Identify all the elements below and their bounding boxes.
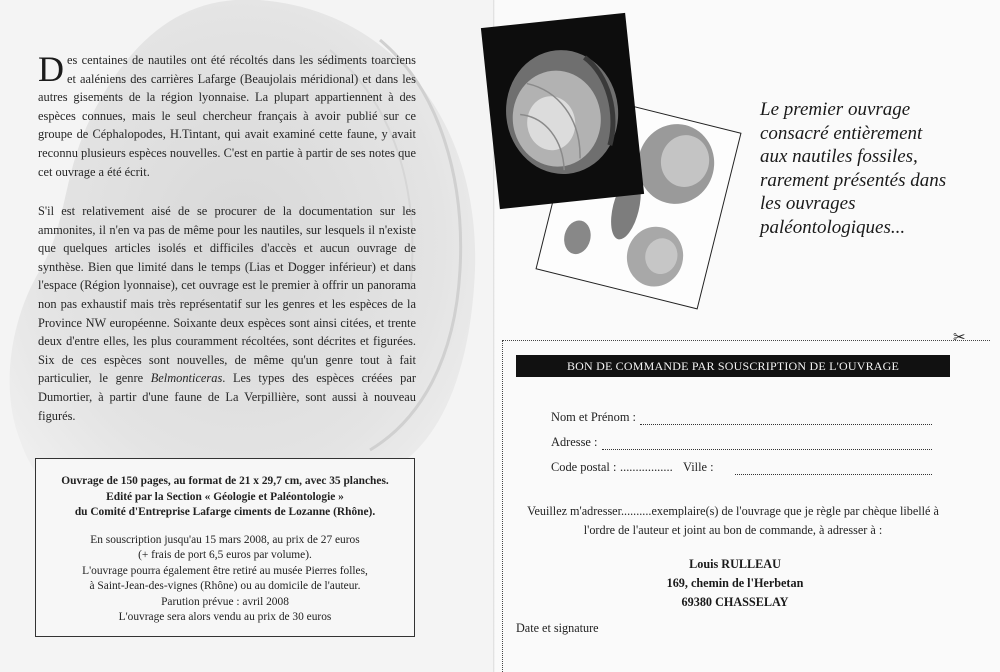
author-address [560, 555, 910, 612]
city-field[interactable] [735, 473, 932, 475]
info-line: à Saint-Jean-des-vignes (Rhône) ou au domicile de l'auteur. [89, 580, 361, 592]
description-text-after: . Les types des espèces créées par Dumortier, à partir d'une faune de La Verpillière, sont aussi à nouveau figurés. [38, 371, 416, 423]
postal-code-label: Code postal : [551, 460, 617, 474]
intro-paragraph-text: es centaines de nautiles ont été récoltés dans les sédiments toarciens et aaléniens des carrières Lafarge (Beaujolais méridional) et dans les autres gisements de la région lyonnaise. La plupart appartiennent à des espèces connues, mais le seul chercheur français à avoir publié sur ce groupe de Céphalopodes, H.Tintant, qui avait examiné cette faune, y avait reconnu plusieurs espèces nouvelles. C'est en partie à partir de ses notes que cet ouvrage a été écrit. [38, 53, 416, 179]
info-line: L'ouvrage sera alors vendu au prix de 30 euros [118, 611, 332, 623]
order-instructions [516, 502, 950, 540]
order-instructions-line: Veuillez m'adresser..........exemplaire(s) de l'ouvrage que je règle par chèque libellé à [527, 504, 939, 518]
cut-line-top [502, 340, 990, 341]
scissors-icon: ✂ [953, 328, 966, 346]
description-paragraph [38, 202, 416, 425]
signature-label[interactable]: Date et signature [516, 621, 599, 635]
tagline-line: aux nautiles fossiles, [760, 146, 918, 167]
description-text-before: S'il est relativement aisé de se procurer de la documentation sur les ammonites, il n'en va pas de même pour les nautiles, sur lesquels il n'existe que quelques articles isolés et difficiles d'accès et aucun ouvrage de synthèse. Bien que limité dans le temps (Lias et Dogger inférieur) et dans l'espace (Région lyonnaise), cet ouvrage est le premier à offrir un panorama non pas exhaustif mais très représentatif sur les genres et les espèces de la Province NW européenne. Soixante deux espèces sont ainsi citées, et trente deux d'entre elles, les plus couramment récoltées, sont décrites et figurées. Six de ces espèces sont nouvelles, de même qu'un genre tout à fait particulier, le genre [38, 204, 416, 386]
drop-cap: D [38, 49, 64, 89]
publication-info-box [35, 458, 415, 637]
left-page [0, 0, 495, 672]
city-label: Ville : [683, 460, 714, 474]
tagline-line: rarement présentés dans [760, 169, 947, 191]
order-form-title: BON DE COMMANDE PAR SOUSCRIPTION DE L'OUVRAGE [516, 355, 950, 377]
info-line: Parution prévue : avril 2008 [161, 595, 289, 608]
address-field[interactable] [602, 448, 932, 450]
author-name: Louis RULLEAU [689, 557, 781, 571]
tagline [760, 98, 980, 239]
author-city: 69380 CHASSELAY [681, 595, 789, 609]
postal-code-field[interactable]: ................. [620, 460, 673, 474]
genus-name: Belmonticeras [150, 371, 223, 386]
name-label: Nom et Prénom : [551, 410, 637, 424]
info-line: En souscription jusqu'au 15 mars 2008, au prix de 27 euros [90, 533, 360, 546]
info-line: L'ouvrage pourra également être retiré au musée Pierres folles, [82, 564, 368, 577]
info-bold-line: Ouvrage de 150 pages, au format de 21 x 29,7 cm, avec 35 planches. [61, 475, 389, 487]
info-line: (+ frais de port 6,5 euros par volume). [138, 549, 312, 561]
intro-paragraph [38, 51, 416, 181]
nautilus-photo [481, 13, 644, 209]
tagline-line: Le premier ouvrage [760, 99, 911, 120]
order-instructions-line: l'ordre de l'auteur et joint au bon de commande, à adresser à : [583, 523, 883, 537]
info-bold-line: Edité par la Section « Géologie et Paléontologie » [106, 490, 344, 503]
nautilus-shell-icon [481, 13, 644, 209]
tagline-line: consacré entièrement [760, 122, 923, 144]
address-label: Adresse : [551, 435, 598, 449]
author-street: 169, chemin de l'Herbetan [666, 576, 804, 590]
cut-line-left [502, 340, 503, 672]
tagline-line: paléontologiques... [760, 216, 906, 238]
tagline-line: les ouvrages [760, 193, 856, 214]
info-bold-line: du Comité d'Entreprise Lafarge ciments de Lozanne (Rhône). [74, 506, 376, 518]
name-field[interactable] [640, 423, 932, 425]
